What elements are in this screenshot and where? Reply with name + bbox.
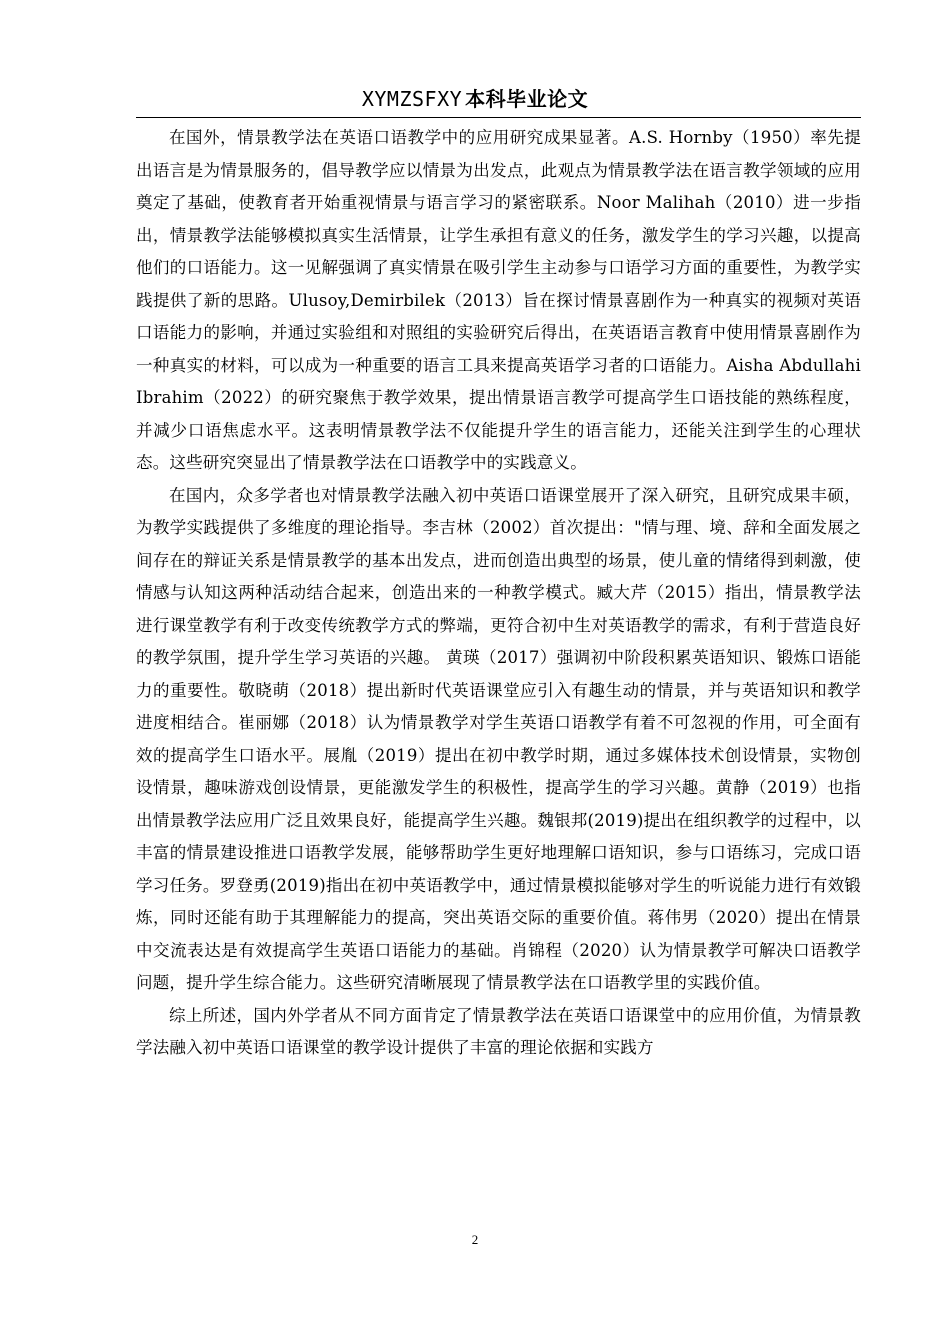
paragraph-foreign-research: 在国外，情景教学法在英语口语教学中的应用研究成果显著。A.S. Hornby（1950）率先提出语言是为情景服务的，倡导教学应以情景为出发点，此观点为情景教学法在语言教学领域的应用奠定了基础，使教育者开始重视情景与语言学习的紧密联系。Noor Malihah（2010）进一步指出，情景教学法能够模拟真实生活情景，让学生承担有意义的任务，激发学生的学习兴趣，以提高他们的口语能力。这一见解强调了真实情景在吸引学生主动参与口语学习方面的重要性，为教学实践提供了新的思路。Ulusoy,Demirbilek（2013）旨在探讨情景喜剧作为一种真实的视频对英语口语能力的影响，并通过实验组和对照组的实验研究后得出，在英语语言教育中使用情景喜剧作为一种真实的材料，可以成为一种重要的语言工具来提高英语学习者的口语能力。Aisha Abdullahi Ibrahim（2022）的研究聚焦于教学效果，提出情景语言教学可提高学生口语技能的熟练程度，并减少口语焦虑水平。这表明情景教学法不仅能提升学生的语言能力，还能关注到学生的心理状态。这些研究突显出了情景教学法在口语教学中的实践意义。: [136, 128, 861, 472]
header-code: XYMZSFXY: [361, 87, 463, 111]
paragraph-summary: 综上所述，国内外学者从不同方面肯定了情景教学法在英语口语课堂中的应用价值，为情景教学法融入初中英语口语课堂的教学设计提供了丰富的理论依据和实践方: [136, 1005, 861, 1057]
page-header: [0, 84, 950, 114]
header-rule: [136, 117, 861, 118]
paragraph-domestic-research: 在国内，众多学者也对情景教学法融入初中英语口语课堂展开了深入研究，且研究成果丰硕，为教学实践提供了多维度的理论指导。李吉林（2002）首次提出："情与理、境、辞和全面发展之间存在的辩证关系是情景教学的基本出发点，进而创造出典型的场景，使儿童的情绪得到刺激，使情感与认知这两种活动结合起来，创造出来的一种教学模式。臧大芹（2015）指出，情景教学法进行课堂教学有利于改变传统教学方式的弊端，更符合初中生对英语教学的需求，有利于营造良好的教学氛围，提升学生学习英语的兴趣。 黄瑛（2017）强调初中阶段积累英语知识、锻炼口语能力的重要性。敬晓萌（2018）提出新时代英语课堂应引入有趣生动的情景，并与英语知识和教学进度相结合。崔丽娜（2018）认为情景教学对学生英语口语教学有着不可忽视的作用，可全面有效的提高学生口语水平。展胤（2019）提出在初中教学时期，通过多媒体技术创设情景，实物创设情景，趣味游戏创设情景，更能激发学生的积极性，提高学生的学习兴趣。黄静（2019）也指出情景教学法应用广泛且效果良好，能提高学生兴趣。魏银邦(2019)提出在组织教学的过程中，以丰富的情景建设推进口语教学发展，能够帮助学生更好地理解口语知识，参与口语练习，完成口语学习任务。罗登勇(2019)指出在初中英语教学中，通过情景模拟能够对学生的听说能力进行有效锻炼，同时还能有助于其理解能力的提高，突出英语交际的重要价值。蒋伟男（2020）提出在情景中交流表达是有效提高学生英语口语能力的基础。肖锦程（2020）认为情景教学可解决口语教学问题，提升学生综合能力。这些研究清晰展现了情景教学法在口语教学里的实践价值。: [136, 485, 861, 992]
body-text: [136, 122, 861, 1065]
page-number: 2: [471, 1232, 479, 1247]
header-title: 本科毕业论文: [465, 87, 589, 111]
